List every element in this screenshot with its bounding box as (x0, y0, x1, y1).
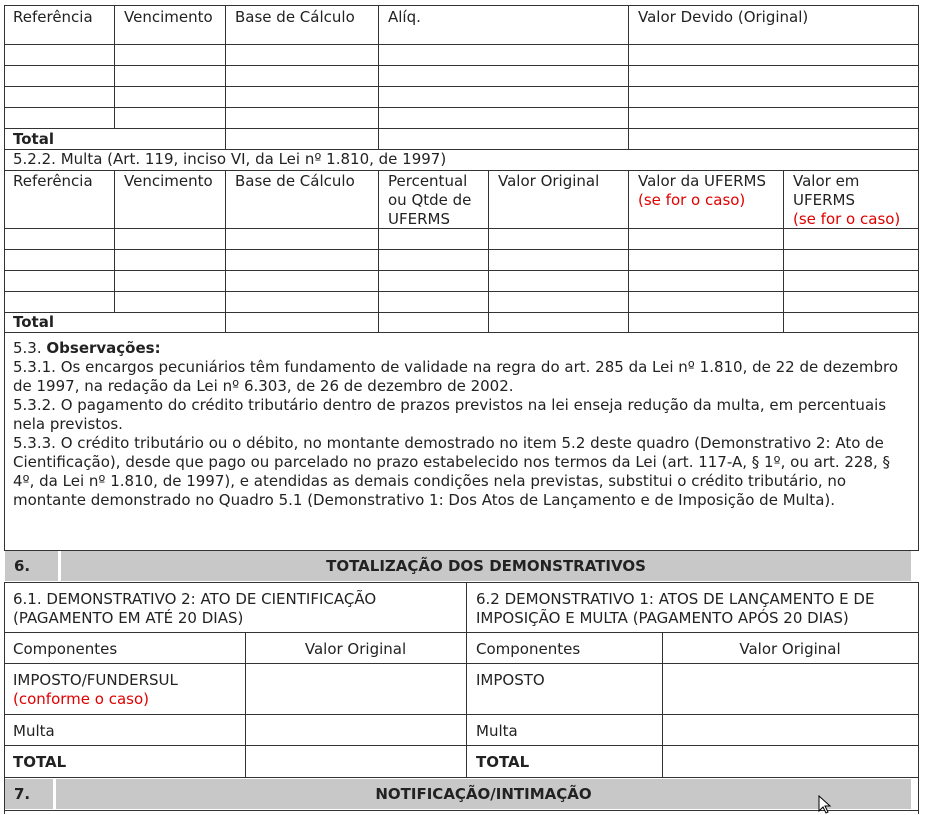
header-valor-em-uferms: Valor em UFERMS (793, 172, 860, 209)
total-label: Total (13, 313, 54, 331)
header-valor-uferms: Valor da UFERMS (638, 172, 767, 190)
row-multa: Multa (13, 722, 55, 740)
row-imposto-fundersul: IMPOSTO/FUNDERSUL (13, 671, 178, 689)
header-valor-original: Valor Original (498, 172, 600, 190)
header-referencia: Referência (13, 172, 93, 190)
header-vencimento: Vencimento (124, 8, 213, 26)
col-valor-original: Valor Original (739, 640, 841, 658)
header-valor-devido: Valor Devido (Original) (638, 8, 809, 26)
header-referencia: Referência (13, 8, 93, 26)
col-componentes: Componentes (476, 640, 581, 658)
row-total: TOTAL (476, 753, 530, 771)
section-6-title: TOTALIZAÇÃO DOS DEMONSTRATIVOS (326, 557, 646, 575)
demonstrativo-2-title: 6.1. DEMONSTRATIVO 2: ATO DE CIENTIFICAÇÃO (PAGAMENTO EM ATÉ 20 DIAS) (13, 590, 377, 627)
observacao-item: 5.3.3. O crédito tributário ou o débito, no montante demostrado no item 5.2 deste quadro (Demonstrativo 2: Ato de Cientificação), desde que pago ou parcelado no prazo estabelecido nos termos da Lei (art. 117-A, § 1º, ou art. 228, § 4º, da Lei nº 1.810, de 1997), e atendidas as demais condições nela previstas, substitui o crédito tributário, no montante demonstrado no Quadro 5.1 (Demonstrativo 1: Dos Atos de Lançamento e de Imposição de Multa). (13, 434, 891, 509)
header-valor-uferms-note: (se for o caso) (638, 191, 746, 209)
header-aliquota: Alíq. (388, 8, 421, 26)
observacoes-title: 5.3. Observações: (13, 339, 161, 357)
col-componentes: Componentes (13, 640, 118, 658)
header-base-calculo: Base de Cálculo (235, 172, 355, 190)
section-7-number: 7. (14, 785, 31, 803)
row-total: TOTAL (13, 753, 67, 771)
mouse-pointer-icon (818, 795, 832, 815)
header-vencimento: Vencimento (124, 172, 213, 190)
header-percentual: Percentual ou Qtde de UFERMS (388, 172, 472, 228)
total-label: Total (13, 130, 54, 148)
observacao-item: 5.3.2. O pagamento do crédito tributário dentro de prazos previstos na lei enseja redução da multa, em percentuais nela previstos. (13, 396, 887, 433)
row-imposto-note: (conforme o caso) (13, 690, 149, 708)
header-base-calculo: Base de Cálculo (235, 8, 355, 26)
col-valor-original: Valor Original (304, 640, 407, 658)
row-multa: Multa (476, 722, 518, 740)
demonstrativo-1-title: 6.2 DEMONSTRATIVO 1: ATOS DE LANÇAMENTO E DE IMPOSIÇÃO E MULTA (PAGAMENTO APÓS 20 DIAS) (476, 590, 875, 627)
observacao-item: 5.3.1. Os encargos pecuniários têm fundamento de validade na regra do art. 285 da Lei nº 1.810, de 22 de dezembro de 1997, na redação da Lei nº 6.303, de 26 de dezembro de 2002. (13, 358, 899, 395)
header-valor-em-uferms-note: (se for o caso) (793, 210, 901, 228)
section-7-title: NOTIFICAÇÃO/INTIMAÇÃO (375, 785, 592, 803)
section-6-number: 6. (14, 557, 31, 575)
row-imposto: IMPOSTO (476, 671, 545, 689)
observacoes-block (13, 339, 908, 510)
section-522-title: 5.2.2. Multa (Art. 119, inciso VI, da Lei nº 1.810, de 1997) (13, 150, 447, 168)
